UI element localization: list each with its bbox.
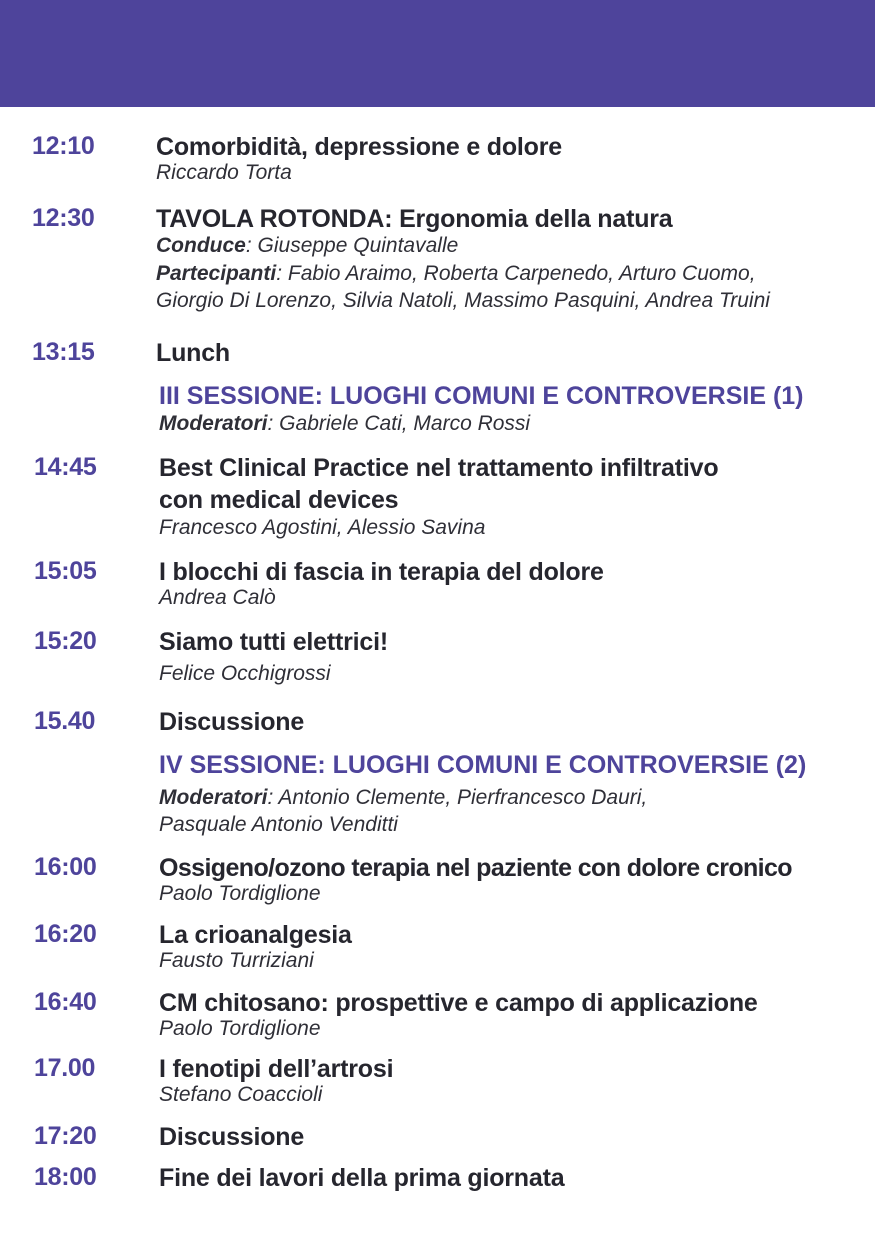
partecipanti-line-2: Giorgio Di Lorenzo, Silvia Natoli, Massimo Pasquini, Andrea Truini — [156, 289, 770, 312]
talk-title: Siamo tutti elettrici! — [159, 628, 388, 656]
time-label: 13:15 — [32, 338, 95, 366]
talk-title: Best Clinical Practice nel trattamento infiltrativo — [159, 454, 719, 482]
time-label: 16:00 — [34, 853, 97, 881]
time-label: 18:00 — [34, 1163, 97, 1191]
talk-title-line-2: con medical devices — [159, 486, 399, 514]
speaker-name: Felice Occhigrossi — [159, 662, 331, 685]
speaker-name: Paolo Tordiglione — [159, 882, 321, 905]
time-label: 16:20 — [34, 920, 97, 948]
talk-title: CM chitosano: prospettive e campo di applicazione — [159, 989, 758, 1017]
header-band — [0, 0, 875, 107]
moderatori-label: Moderatori — [159, 786, 268, 809]
time-label: 14:45 — [34, 453, 97, 481]
talk-title: Comorbidità, depressione e dolore — [156, 133, 562, 161]
conduce-value: : Giuseppe Quintavalle — [245, 234, 459, 257]
talk-title: La crioanalgesia — [159, 921, 352, 949]
talk-title: TAVOLA ROTONDA: Ergonomia della natura — [156, 205, 673, 233]
talk-title: I fenotipi dell’artrosi — [159, 1055, 394, 1083]
moderatori-line-2: Pasquale Antonio Venditti — [159, 813, 398, 836]
time-label: 15.40 — [34, 707, 96, 735]
moderatori-line — [159, 784, 647, 811]
partecipanti-value: : Fabio Araimo, Roberta Carpenedo, Arturo Cuomo, — [276, 262, 756, 285]
talk-title: Fine dei lavori della prima giornata — [159, 1164, 565, 1192]
talk-title: Discussione — [159, 1123, 305, 1151]
talk-title: Discussione — [159, 708, 305, 736]
time-label: 15:05 — [34, 557, 97, 585]
moderatori-line — [159, 410, 530, 437]
partecipanti-line — [156, 260, 756, 287]
speaker-name: Francesco Agostini, Alessio Savina — [159, 516, 486, 539]
time-label: 12:30 — [32, 204, 95, 232]
speaker-name: Fausto Turriziani — [159, 949, 314, 972]
time-label: 16:40 — [34, 988, 97, 1016]
time-label: 17:20 — [34, 1122, 97, 1150]
talk-title: I blocchi di fascia in terapia del dolore — [159, 558, 604, 586]
talk-title: Lunch — [156, 339, 230, 367]
session-title: III SESSIONE: LUOGHI COMUNI E CONTROVERSIE (1) — [159, 382, 804, 410]
moderatori-value: : Antonio Clemente, Pierfrancesco Dauri, — [267, 786, 648, 809]
time-label: 12:10 — [32, 132, 95, 160]
speaker-name: Stefano Coaccioli — [159, 1083, 323, 1106]
moderatori-value: : Gabriele Cati, Marco Rossi — [267, 412, 531, 435]
talk-title: Ossigeno/ozono terapia nel paziente con dolore cronico — [159, 854, 792, 882]
session-title: IV SESSIONE: LUOGHI COMUNI E CONTROVERSIE (2) — [159, 751, 807, 779]
speaker-name: Paolo Tordiglione — [159, 1017, 321, 1040]
time-label: 15:20 — [34, 627, 97, 655]
partecipanti-label: Partecipanti — [156, 262, 277, 285]
conduce-line — [156, 232, 458, 259]
moderatori-label: Moderatori — [159, 412, 268, 435]
speaker-name: Riccardo Torta — [156, 161, 292, 184]
conduce-label: Conduce — [156, 234, 246, 257]
time-label: 17.00 — [34, 1054, 96, 1082]
speaker-name: Andrea Calò — [159, 586, 276, 609]
